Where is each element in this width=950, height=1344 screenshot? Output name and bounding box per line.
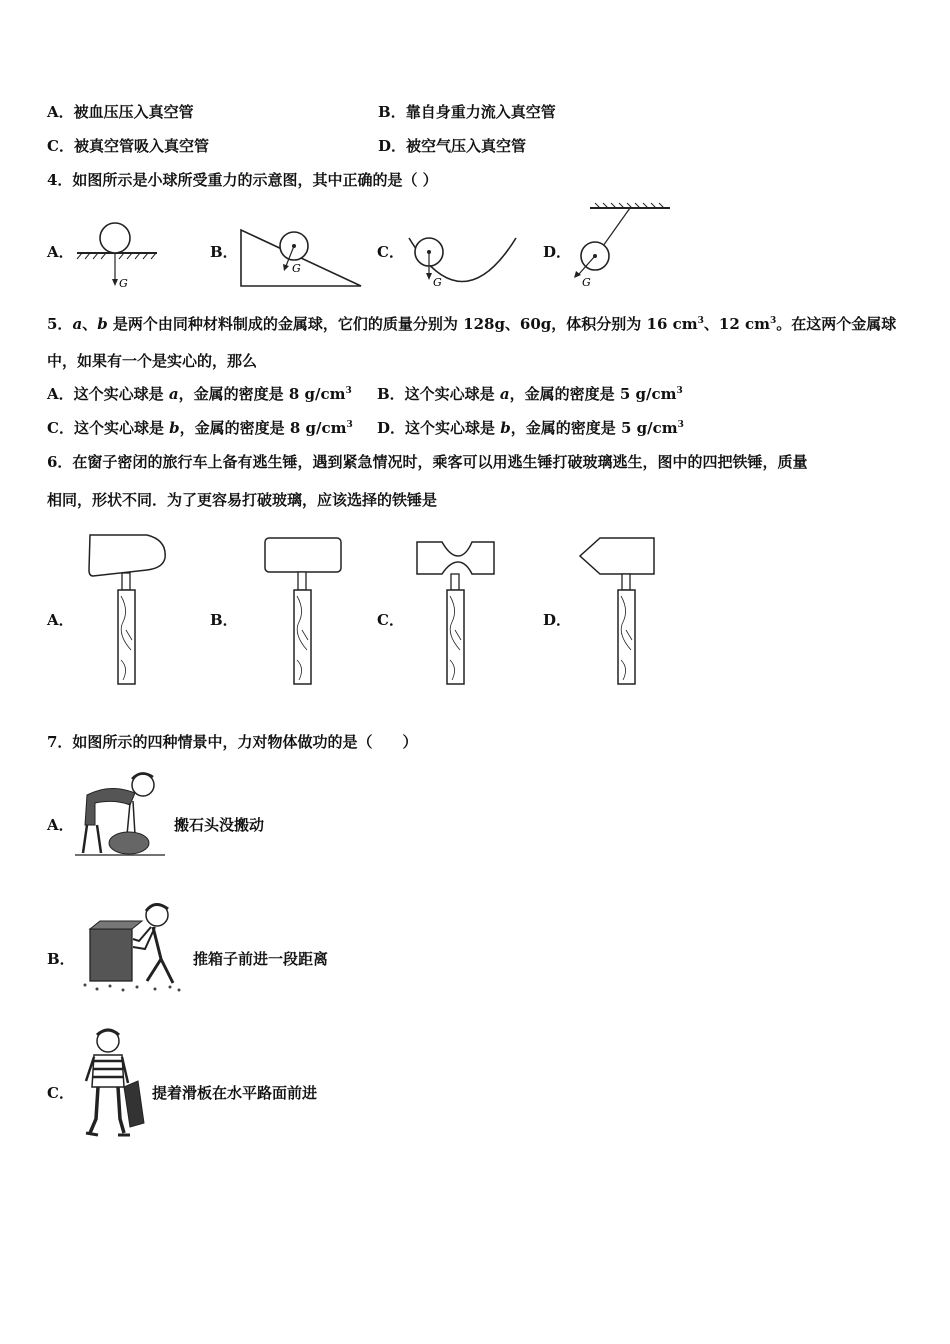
q7-option-c-text: 提着滑板在水平路面前进 [152,1084,318,1102]
q3-option-a: A．被血压压入真空管 [47,103,194,121]
q4-figure-a [72,215,162,293]
q3-option-c: C．被真空管吸入真空管 [47,137,209,155]
q7-stem: 7．如图所示的四种情景中，力对物体做功的是（ ） [47,733,418,751]
q4-g-label-a: G [119,277,128,290]
q4-figure-b [236,222,366,292]
q3-option-b: B．靠自身重力流入真空管 [378,103,556,121]
q6-option-c-label: C． [377,611,404,629]
q4-stem: 4．如图所示是小球所受重力的示意图，其中正确的是（ ） [47,171,438,189]
q4-g-label-d: G [582,276,591,289]
q6-option-d-label: D． [543,611,572,629]
q5-option-c: C．这个实心球是 b，金属的密度是 8 $g/cm^3$ [47,419,353,437]
q5-option-a: A．这个实心球是 a，金属的密度是 8 $g/cm^3$ [47,385,352,403]
q7-option-a-label: A． [47,816,74,834]
q6-hammer-b [260,530,350,690]
q4-g-label-b: G [292,262,301,275]
q6-option-b-label: B． [210,611,238,629]
q5-stem-line2: 中，如果有一个是实心的，那么 [47,352,258,370]
q4-g-label-c: G [433,276,442,289]
q7-figure-a [75,765,170,860]
q6-stem-line1: 6．在窗子密闭的旅行车上备有逃生锤，遇到紧急情况时，乘客可以用逃生锤打破玻璃逃生，图中的四把铁锤，质量 [47,453,808,471]
q4-figure-c [404,230,524,295]
q4-option-d-label: D． [543,243,572,261]
q6-hammer-a [85,530,175,690]
q6-option-a-label: A． [47,611,74,629]
q7-option-b-label: B． [47,950,75,968]
q7-figure-b [75,897,185,997]
q4-option-b-label: B． [210,243,238,261]
q7-option-a-text: 搬石头没搬动 [174,816,265,834]
q5-option-b: B．这个实心球是 a，金属的密度是 5 $g/cm^3$ [377,385,683,403]
q5-stem-line1: 5．a、b 是两个由同种材料制成的金属球，它们的质量分别为 128g、60g，体积分别为 16 $cm^3$、12 $cm^3$。在这两个金属球 [47,315,897,333]
q7-option-b-text: 推箱子前进一段距离 [193,950,329,968]
q4-option-c-label: C． [377,243,404,261]
q6-hammer-d [572,530,662,690]
q5-option-d: D．这个实心球是 b，金属的密度是 5 $g/cm^3$ [377,419,684,437]
q3-option-d: D．被空气压入真空管 [378,137,527,155]
q7-option-c-label: C． [47,1084,74,1102]
q4-option-a-label: A． [47,243,74,261]
q6-stem-line2: 相同，形状不同．为了更容易打破玻璃，应该选择的铁锤是 [47,491,438,509]
q6-hammer-c [412,530,502,690]
q4-figure-d [565,200,675,292]
q7-figure-c [78,1025,150,1145]
